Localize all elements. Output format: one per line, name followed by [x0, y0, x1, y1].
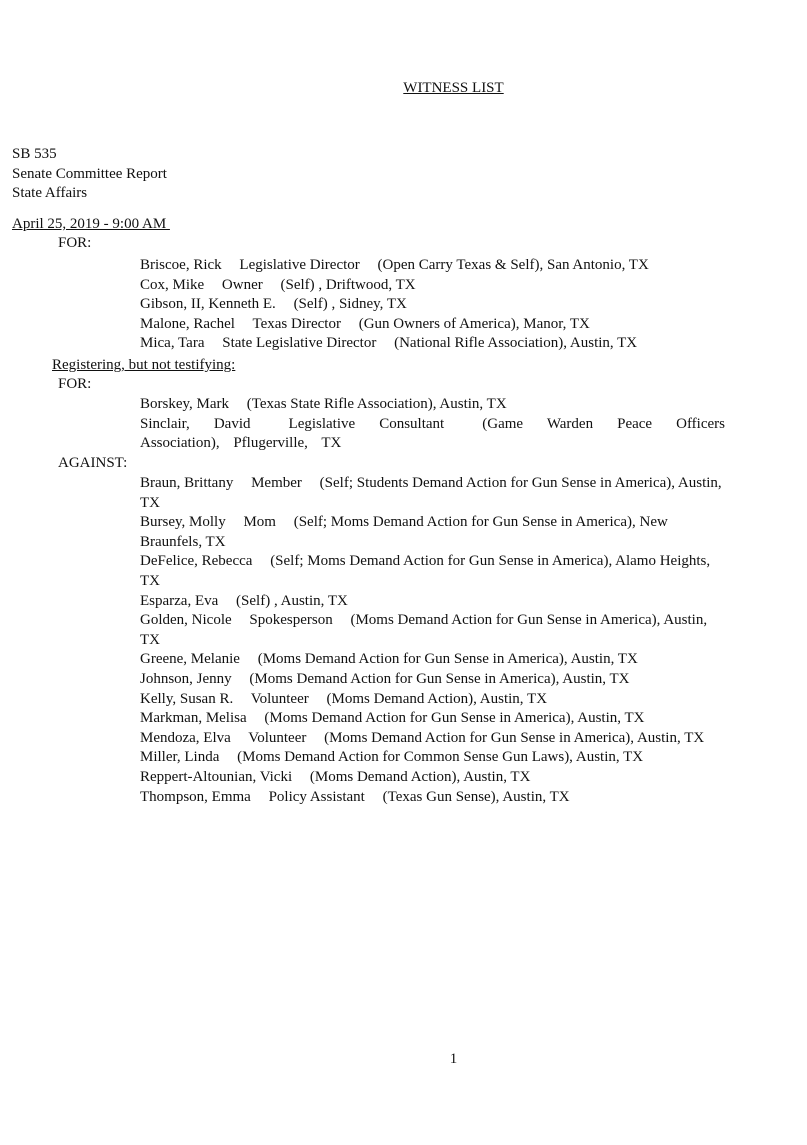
witness-entry [140, 690, 725, 710]
witness-name: Miller, Linda [140, 749, 220, 766]
witness-entry [140, 709, 725, 729]
witness-affiliation: (Game Warden Peace Officers Association), Pflugerville, TX [140, 415, 725, 452]
witness-entry [140, 315, 649, 335]
page-number: 1 [449, 1051, 458, 1067]
witness-title: Legislative Consultant [288, 415, 445, 432]
witness-affiliation: (Texas State Rifle Association), Austin, TX [246, 396, 507, 412]
witness-title: Legislative Director [239, 257, 360, 273]
witness-name: Cox, Mike [140, 276, 205, 293]
witness-name: Malone, Rachel [140, 315, 235, 332]
witness-name: Braun, Brittany [140, 475, 234, 491]
witness-name: Esparza, Eva [140, 592, 219, 609]
witness-entry [140, 650, 725, 670]
witness-title: State Legislative Director [222, 335, 377, 352]
witness-name: Johnson, Jenny [140, 670, 232, 687]
witness-affiliation: (Moms Demand Action for Common Sense Gun Laws), Austin, TX [237, 749, 644, 766]
witness-entry [140, 295, 649, 315]
testifying-for-list [140, 256, 649, 354]
witness-title: Mom [243, 514, 276, 531]
witness-entry [140, 334, 649, 354]
witness-name: Mica, Tara [140, 335, 205, 352]
witness-entry [140, 611, 725, 650]
witness-title: Policy Assistant [268, 788, 365, 805]
witness-name: Kelly, Susan R. [140, 690, 234, 707]
registering-for-list [140, 395, 725, 454]
witness-entry [140, 552, 725, 591]
witness-entry [140, 748, 725, 768]
witness-name: Bursey, Molly [140, 514, 226, 531]
witness-affiliation: (Moms Demand Action for Gun Sense in America), Austin, TX [249, 670, 630, 687]
witness-affiliation: (Texas Gun Sense), Austin, TX [382, 788, 570, 805]
hearing-date: April 25, 2019 - 9:00 AM [12, 216, 170, 232]
witness-title: Member [251, 475, 302, 491]
witness-name: DeFelice, Rebecca [140, 553, 253, 570]
witness-title: Volunteer [248, 729, 307, 746]
witness-affiliation: (Moms Demand Action for Gun Sense in America), Austin, TX [140, 612, 708, 648]
witness-affiliation: (Self; Moms Demand Action for Gun Sense in America), Alamo Heights, TX [140, 553, 711, 589]
witness-name: Briscoe, Rick [140, 257, 222, 273]
witness-entry [140, 415, 725, 454]
witness-name: Gibson, II, Kenneth E. [140, 296, 276, 313]
witness-title: Owner [221, 276, 263, 293]
witness-affiliation: (Open Carry Texas & Self), San Antonio, TX [377, 257, 649, 273]
witness-affiliation: (Self) , Driftwood, TX [280, 276, 416, 293]
witness-affiliation: (Self; Students Demand Action for Gun Sense in America), Austin, TX [140, 475, 722, 511]
witness-entry [140, 256, 649, 276]
report-type: Senate Committee Report [12, 165, 167, 182]
witness-name: Greene, Melanie [140, 651, 240, 668]
witness-name: Markman, Melisa [140, 710, 247, 727]
witness-affiliation: (Gun Owners of America), Manor, TX [358, 315, 590, 332]
committee-name: State Affairs [12, 185, 88, 201]
witness-affiliation: (Moms Demand Action for Gun Sense in America), Austin, TX [257, 651, 638, 668]
witness-name: Mendoza, Elva [140, 729, 231, 746]
witness-name: Sinclair, David [140, 415, 251, 432]
registering-heading: Registering, but not testifying: [52, 357, 236, 373]
document-title: WITNESS LIST [403, 80, 504, 96]
witness-affiliation: (Moms Demand Action for Gun Sense in America), Austin, TX [324, 729, 705, 746]
witness-entry [140, 513, 725, 552]
registering-against-label: AGAINST: [58, 455, 128, 471]
witness-affiliation: (Moms Demand Action), Austin, TX [326, 690, 548, 707]
witness-entry [140, 474, 725, 513]
witness-affiliation: (Self) , Austin, TX [236, 592, 348, 609]
witness-entry [140, 592, 725, 612]
witness-affiliation: (Moms Demand Action for Gun Sense in America), Austin, TX [264, 710, 645, 727]
witness-entry [140, 670, 725, 690]
witness-name: Borskey, Mark [140, 396, 230, 412]
bill-number: SB 535 [12, 146, 57, 162]
witness-name: Golden, Nicole [140, 612, 232, 629]
witness-name: Thompson, Emma [140, 788, 251, 805]
registering-for-label: FOR: [58, 376, 92, 392]
witness-affiliation: (National Rifle Association), Austin, TX [394, 335, 638, 352]
witness-name: Reppert-Altounian, Vicki [140, 768, 293, 785]
witness-affiliation: (Self; Moms Demand Action for Gun Sense in America), New Braunfels, TX [140, 514, 668, 550]
testifying-for-label: FOR: [58, 235, 92, 251]
witness-affiliation: (Self) , Sidney, TX [293, 296, 407, 313]
witness-entry [140, 768, 725, 788]
witness-affiliation: (Moms Demand Action), Austin, TX [309, 768, 531, 785]
witness-entry [140, 395, 725, 415]
witness-title: Volunteer [250, 690, 309, 707]
registering-against-list [140, 474, 725, 807]
bill-meta [12, 145, 167, 204]
witness-entry [140, 788, 725, 808]
witness-title: Spokesperson [249, 612, 333, 629]
witness-entry [140, 729, 725, 749]
witness-title: Texas Director [252, 315, 341, 332]
witness-entry [140, 276, 649, 296]
